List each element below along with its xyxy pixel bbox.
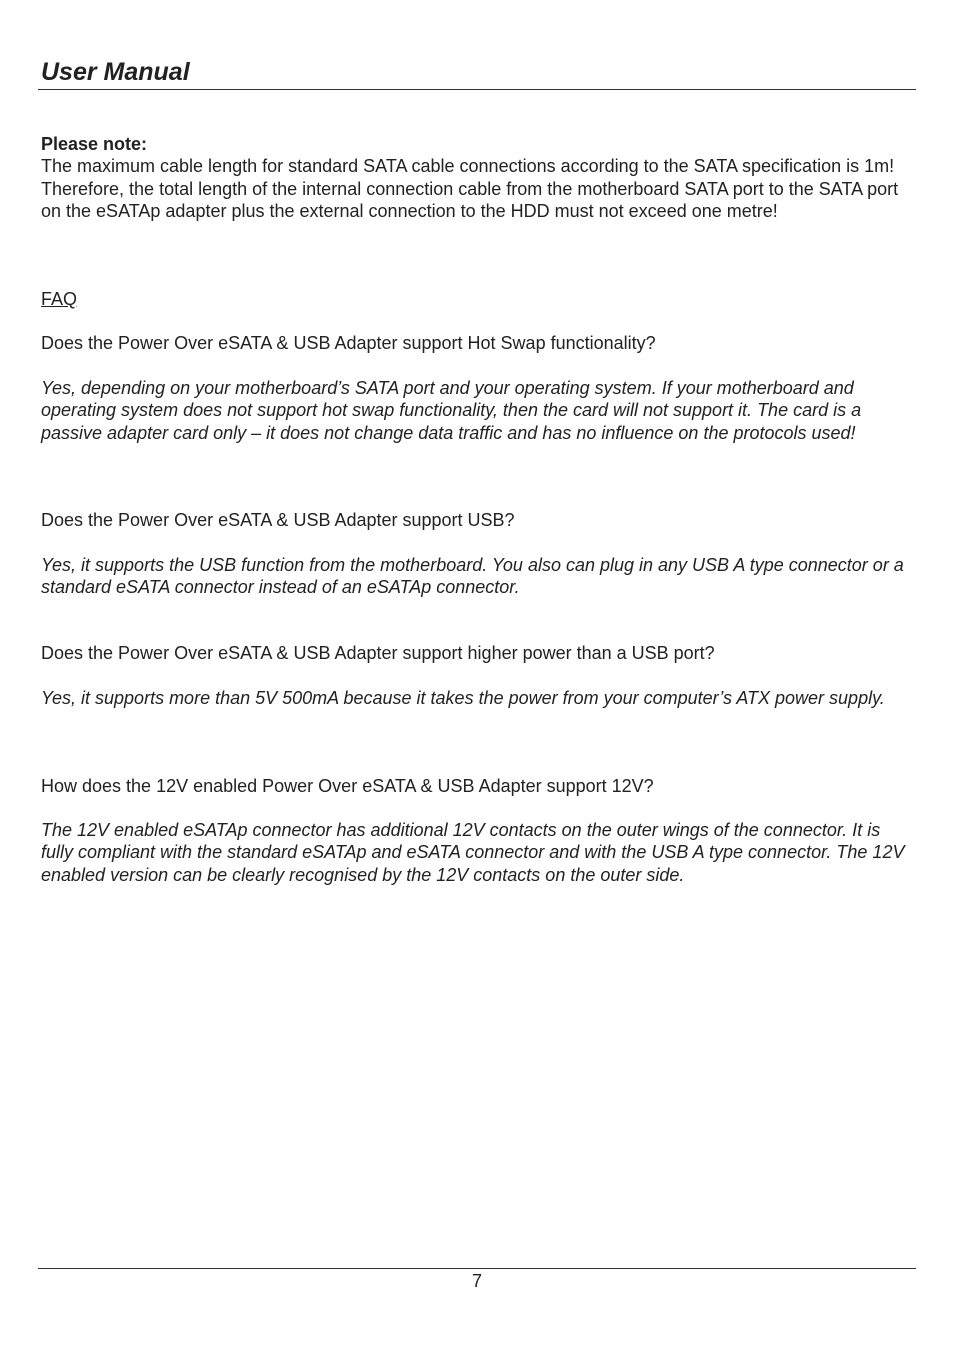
- faq-question: Does the Power Over eSATA & USB Adapter support USB?: [41, 510, 515, 530]
- faq-question: Does the Power Over eSATA & USB Adapter support Hot Swap functionality?: [41, 333, 656, 353]
- note-heading: Please note:: [41, 134, 148, 154]
- note-body: The maximum cable length for standard SATA cable connections according to the SATA specification is 1m! Therefore, the total length of the internal connection cable from the motherboard SATA port to the SATA port on the eSATAp adapter plus the external connection to the HDD must not exceed one metre!: [41, 156, 899, 221]
- page-number: 7: [471, 1271, 482, 1291]
- faq-answer: Yes, depending on your motherboard’s SATA port and your operating system. If your motherboard and operating system does not support hot swap functionality, then the card will not support it. The card is a passive adapter card only – it does not change data traffic and has no influence on the protocols used!: [41, 378, 862, 443]
- note-section: [41, 133, 916, 222]
- faq-answer: The 12V enabled eSATAp connector has additional 12V contacts on the outer wings of the connector. It is fully compliant with the standard eSATAp and eSATA connector and with the USB A type connector. The 12V enabled version can be clearly recognised by the 12V contacts on the outer side.: [41, 820, 905, 885]
- header-divider: [38, 89, 916, 90]
- page-header-title: User Manual: [41, 58, 190, 86]
- faq-heading: FAQ: [41, 289, 78, 309]
- faq-answer: Yes, it supports the USB function from the motherboard. You also can plug in any USB A type connector or a standard eSATA connector instead of an eSATAp connector.: [41, 555, 904, 598]
- footer-divider: [38, 1268, 916, 1269]
- faq-question: Does the Power Over eSATA & USB Adapter support higher power than a USB port?: [41, 643, 715, 663]
- faq-answer: Yes, it supports more than 5V 500mA because it takes the power from your computer’s ATX power supply.: [41, 688, 885, 708]
- faq-question: How does the 12V enabled Power Over eSATA & USB Adapter support 12V?: [41, 776, 654, 796]
